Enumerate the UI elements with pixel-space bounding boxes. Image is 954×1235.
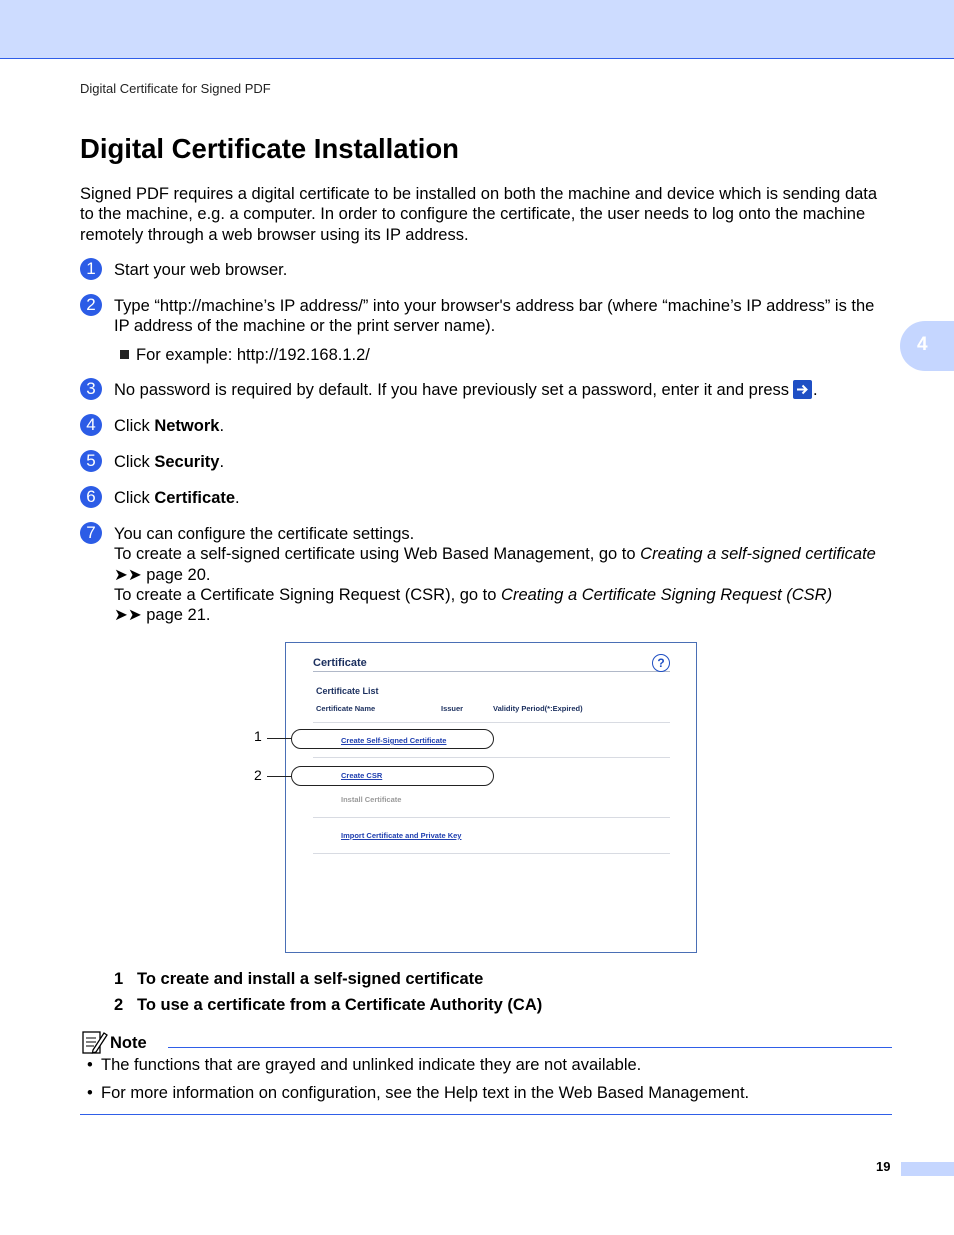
divider [313,757,670,758]
ui-term-network: Network [154,417,220,435]
certificate-list-heading: Certificate List [316,686,379,696]
legend-text: To create and install a self-signed certificate [137,970,484,988]
step-number-badge: 1 [80,258,102,280]
figure-page-title: Certificate [313,657,367,669]
legend-number: 1 [114,970,124,988]
ui-term-security: Security [154,453,220,471]
callout-number-2: 2 [254,767,262,783]
step-text-end: . [813,381,818,399]
step-number-badge: 6 [80,486,102,508]
column-header-certificate-name: Certificate Name [316,704,376,713]
callout-number-1: 1 [254,728,262,744]
install-certificate-disabled: Install Certificate [341,795,402,804]
step-line-text: To create a Certificate Signing Request (CSR), go to [114,585,502,604]
page-tab [901,1162,954,1176]
step-text: Type “http://machine’s IP address/” into your browser's address bar (where “machine’s IP address” is the IP address of the machine or the print server name). [114,297,875,336]
step-prefix: Click [114,417,155,435]
cross-reference-link[interactable]: Creating a self-signed certificate [640,545,876,564]
divider [313,853,670,854]
step-text [114,488,894,508]
callout-leader-line [267,738,292,739]
step-suffix: . [219,453,225,471]
import-certificate-link[interactable]: Import Certificate and Private Key [341,831,462,840]
page-reference: ➤➤ page 20. [114,565,211,584]
intro-paragraph: Signed PDF requires a digital certificate to be installed on both the machine and device which is sending data to the machine, e.g. a computer. In order to configure the certificate, the user needs to log onto the machine remotely through a web browser using its IP address. [80,185,878,244]
step-text [114,416,894,436]
note-divider [168,1047,892,1048]
running-header: Digital Certificate for Signed PDF [80,81,271,96]
page-number: 19 [876,1159,891,1174]
column-header-issuer: Issuer [441,704,464,713]
create-csr-link[interactable]: Create CSR [341,771,383,780]
cross-reference-link[interactable]: Creating a Certificate Signing Request (CSR) [501,585,833,604]
note-item [87,1056,641,1075]
step-suffix: . [219,417,225,435]
divider [313,817,670,818]
callout-oval-1 [291,729,494,749]
note-divider [80,1114,892,1115]
step-text [114,524,894,625]
bullet-dot: • [87,1056,93,1074]
chapter-tab [900,321,954,371]
step-line-text: To create a self-signed certificate using Web Based Management, go to [114,545,641,564]
help-icon[interactable]: ? [652,654,670,672]
step-prefix: Click [114,489,155,507]
step-number-badge: 2 [80,294,102,316]
note-label: Note [110,1034,147,1052]
column-header-validity: Validity Period(*:Expired) [493,704,583,713]
callout-oval-2 [291,766,494,786]
step-number-badge: 5 [80,450,102,472]
step-number-badge: 3 [80,378,102,400]
figure-legend-item [114,996,542,1015]
chapter-number: 4 [917,334,928,355]
ui-term-certificate: Certificate [154,489,236,507]
square-bullet-icon [120,350,129,359]
step-number-badge: 4 [80,414,102,436]
create-self-signed-certificate-link[interactable]: Create Self-Signed Certificate [341,736,447,745]
divider [313,671,670,672]
note-item [87,1084,749,1103]
page-reference: ➤➤ page 21. [114,606,211,625]
go-arrow-icon [793,380,812,399]
step-line [114,585,894,605]
legend-number: 2 [114,996,124,1014]
bullet-dot: • [87,1084,93,1102]
callout-leader-line [267,776,292,777]
step-text [114,452,894,472]
divider [313,722,670,723]
step-suffix: . [235,489,240,507]
step-prefix: Click [114,453,155,471]
step-line: You can configure the certificate settings. [114,525,415,543]
note-text: The functions that are grayed and unlinked indicate they are not available. [101,1056,642,1074]
step-number-badge: 7 [80,522,102,544]
figure-legend-item [114,970,483,989]
page-title: Digital Certificate Installation [80,133,459,164]
example-text: For example: http://192.168.1.2/ [136,346,370,364]
top-header-band [0,0,954,59]
step-text-main: No password is required by default. If you have previously set a password, enter it and press [114,381,790,399]
step-line [114,544,894,564]
example-bullet [120,345,820,365]
certificate-screenshot-figure [285,642,697,953]
step-text [114,380,894,400]
step-text: Start your web browser. [114,261,288,279]
legend-text: To use a certificate from a Certificate Authority (CA) [137,996,543,1014]
note-text: For more information on configuration, see the Help text in the Web Based Management. [101,1084,750,1102]
